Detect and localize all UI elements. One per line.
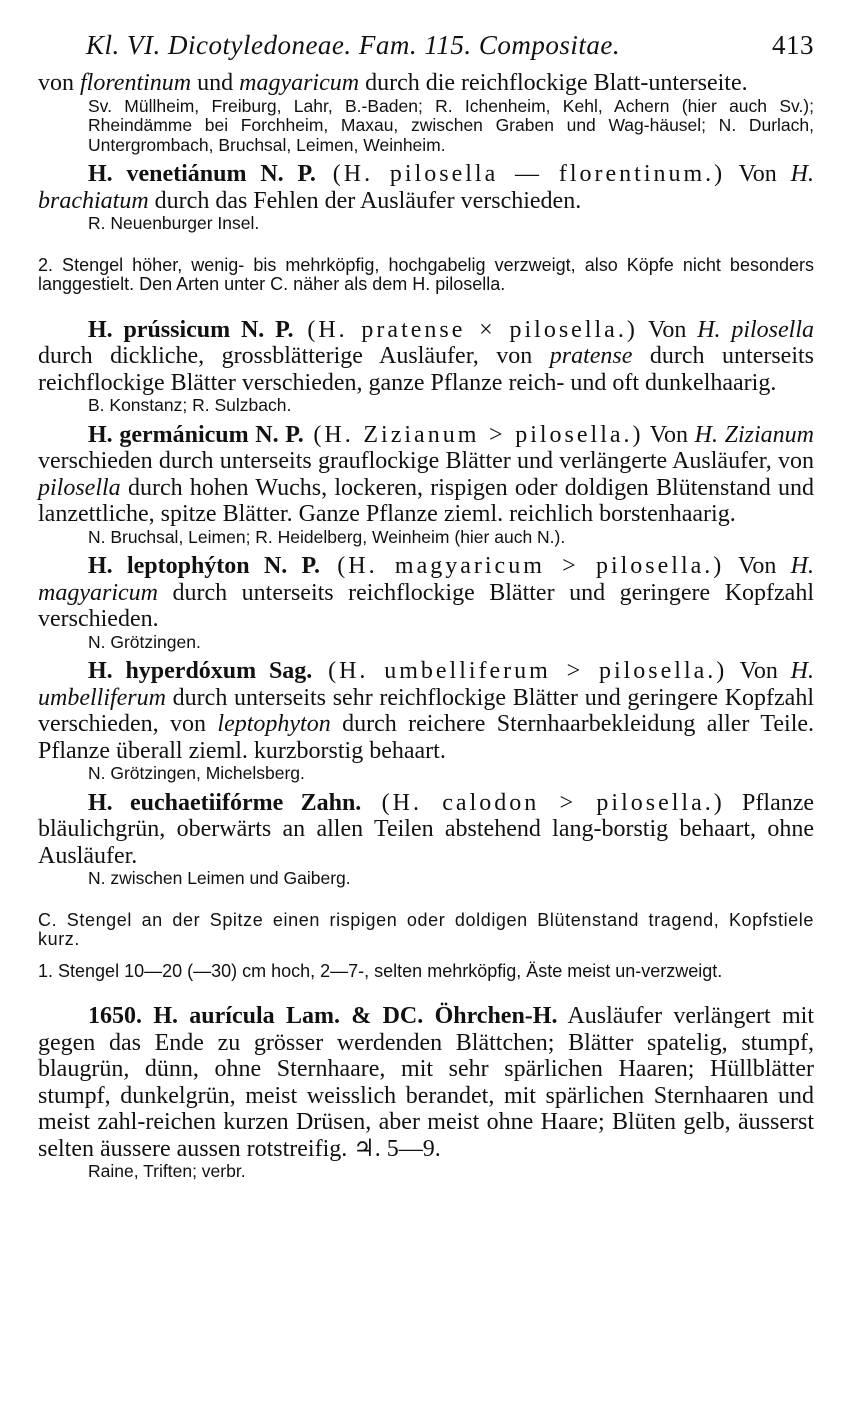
taxon-italic: magyaricum [239, 70, 360, 96]
text-run: Von [637, 316, 698, 343]
entry-auricula [38, 1003, 814, 1162]
taxon-italic: H. magyaricum [38, 553, 814, 606]
taxon-author: N. P. [246, 161, 316, 187]
hybrid-formula: (H. pratense × pilosella.) [293, 316, 638, 343]
taxon-italic: leptophyton [217, 711, 331, 737]
locality-list: R. Neuenburger Insel. [88, 213, 260, 233]
taxon-name: H. venetiánum [88, 161, 247, 187]
taxon-author: Lam. & DC. [274, 1003, 424, 1029]
entry-leptophyton [38, 553, 814, 633]
entry-germanicum [38, 422, 814, 528]
taxon-author: Sag. [256, 658, 313, 684]
intro-paragraph [38, 70, 814, 97]
header-title: Kl. VI. Dicotyledoneae. Fam. 115. Compositae. [86, 30, 621, 60]
taxon-italic: H. pilosella [697, 316, 815, 343]
taxon-name: H. leptophýton [88, 553, 250, 579]
taxon-name: H. germánicum [88, 421, 249, 448]
hybrid-formula: (H. umbelliferum > pilosella.) [312, 658, 728, 684]
key-item-1: 1. Stengel 10—20 (—30) cm hoch, 2—7-, selten mehrköpfig, Äste meist un-verzweigt. [38, 960, 723, 981]
text-run: durch dickliche, grossblätterige Ausläufer, von [38, 343, 550, 369]
running-header [38, 20, 814, 70]
entry-euchaetiiforme [38, 790, 814, 870]
text-run: und [191, 70, 240, 96]
text-run: durch das Fehlen der Ausläufer verschieden. [148, 187, 582, 214]
text-run: durch unterseits reichflockige Blätter verschieden, ganze Pflanze reich- und oft dunkelhaarig. [38, 343, 815, 396]
locality-list: N. zwischen Leimen und Gaiberg. [88, 868, 351, 888]
species-number: 1650. [88, 1003, 142, 1029]
taxon-italic: H. Zizianum [694, 421, 815, 448]
text-run: Von [643, 421, 695, 448]
locality-list: Sv. Müllheim, Freiburg, Lahr, B.-Baden; R. Ichenheim, Kehl, Achern (hier auch Sv.); Rheindämme bei Forchheim, Maxau, zwischen Graben und Wag-häusel; N. Durlach, Untergrombach, Bruchsal, Leimen, Weinheim. [88, 95, 814, 155]
taxon-italic: florentinum [80, 70, 192, 96]
page [38, 20, 814, 1182]
text-run: verschieden durch unterseits grauflockige Blätter und verlängerte Ausläufer, von [38, 448, 814, 474]
locality-list: N. Bruchsal, Leimen; R. Heidelberg, Weinheim (hier auch N.). [88, 526, 566, 547]
taxon-name: H. hyperdóxum [88, 658, 257, 684]
key-item-C: C. Stengel an der Spitze einen rispigen oder doldigen Blütenstand tragend, Kopfstiele kurz. [38, 909, 814, 949]
taxon-name: H. prússicum [88, 316, 231, 343]
hybrid-formula: (H. calodon > pilosella.) [361, 789, 725, 816]
taxon-author: N. P. [230, 316, 294, 343]
locality-list: B. Konstanz; R. Sulzbach. [88, 395, 292, 415]
locality-list: N. Grötzingen. [88, 631, 201, 652]
taxon-italic: H. brachiatum [38, 161, 814, 214]
taxon-author: N. P. [249, 553, 321, 579]
taxon-italic: pilosella [38, 474, 121, 501]
entry-venetianum [38, 161, 814, 214]
text-run: Von [727, 658, 791, 684]
text-run: durch unterseits sehr reichflockige Blätter und geringere Kopfzahl verschieden, von [38, 684, 814, 737]
common-name: Öhrchen-H. [423, 1003, 558, 1029]
taxon-author: Zahn. [283, 789, 362, 816]
text-run: durch hohen Wuchs, lockeren, rispigen oder doldigen Blütenstand und lanzettliche, spitze Blätter. Ganze Pflanze zieml. reichlich borstenhaarig. [38, 474, 814, 527]
text-run: Von [738, 161, 791, 187]
text-run: Von [724, 553, 791, 579]
locality-list: Raine, Triften; verbr. [88, 1161, 246, 1181]
hybrid-formula: (H. magyaricum > pilosella.) [320, 553, 725, 579]
taxon-name: H. euchaetiifórme [88, 789, 284, 816]
text-run: Pflanze bläulichgrün, oberwärts an allen Teilen abstehend lang-borstig behaart, ohne Ausläufer. [38, 789, 815, 869]
taxon-name: H. aurícula [142, 1003, 275, 1029]
taxon-author: N. P. [248, 421, 304, 448]
page-number: 413 [772, 30, 814, 60]
taxon-italic: H. umbelliferum [38, 658, 814, 711]
text-run: Ausläufer verlängert mit gegen das Ende zu grösser werdenden Blättchen; Blätter spatelig, stumpf, blaugrün, dünn, ohne Sternhaare, mit sehr spärlichen Haaren; Hüllblätter stumpf, dunkelgrün, meist weisslich berandet, mit spärlichen Sternhaaren und meist zahl-reichen kurzen Drüsen, aber meist ohne Haare; Blüten gelb, äusserst selten äussere aussen rotstreifig. ♃. 5—9. [38, 1003, 814, 1162]
text-run: durch unterseits reichflockige Blätter und geringere Kopfzahl verschieden. [38, 579, 814, 632]
entry-prussicum [38, 317, 814, 397]
locality-list: N. Grötzingen, Michelsberg. [88, 763, 305, 783]
key-item-2: 2. Stengel höher, wenig- bis mehrköpfig, hochgabelig verzweigt, also Köpfe nicht besonders langgestielt. Den Arten unter C. näher als dem H. pilosella. [38, 254, 814, 294]
taxon-italic: pratense [549, 343, 633, 369]
text-run: durch die reichflockige Blatt-unterseite. [359, 70, 748, 96]
hybrid-formula: (H. Zizianum > pilosella.) [303, 421, 644, 448]
text-run: durch reichere Sternhaarbekleidung aller Teile. Pflanze überall zieml. kurzborstig behaart. [38, 711, 815, 764]
entry-hyperdoxum [38, 658, 814, 764]
text-run: von [38, 70, 80, 96]
hybrid-formula: (H. pilosella — florentinum.) [315, 161, 726, 187]
